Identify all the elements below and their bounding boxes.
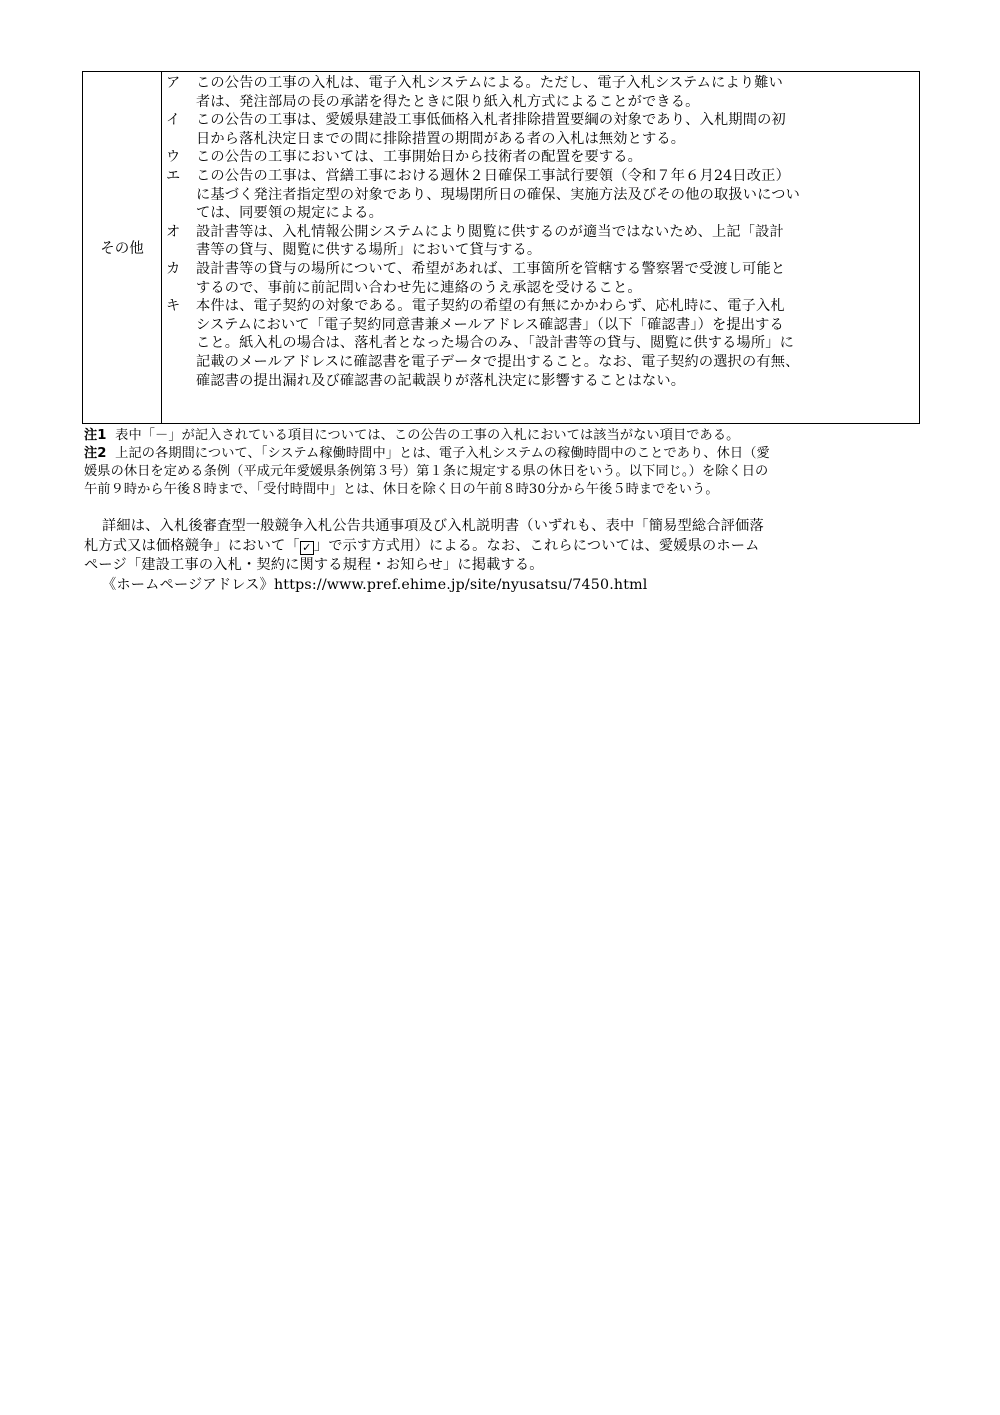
item-text: この公告の工事の入札は、電子入札システムによる。ただし、電子入札システムにより難い xyxy=(196,75,784,91)
item-text-cont: 記載のメールアドレスに確認書を電子データで提出すること。なお、電子契約の選択の有無、 xyxy=(196,353,800,370)
detail-line: 札方式又は価格競争」において「 xyxy=(84,537,300,554)
footnotes xyxy=(84,427,914,499)
item-mark: エ xyxy=(166,167,181,184)
footnote-label: 注2 xyxy=(84,446,107,461)
item-mark: イ xyxy=(166,112,181,129)
item-text: この公告の工事においては、工事開始日から技術者の配置を要する。 xyxy=(196,149,643,166)
checkbox-icon: ✓ xyxy=(300,541,314,555)
row-label: その他 xyxy=(83,72,162,424)
list-item xyxy=(166,74,913,111)
row-content xyxy=(162,72,920,424)
footnote-2 xyxy=(84,445,914,499)
notice-table xyxy=(82,71,920,424)
detail-line: 」で示す方式用）による。なお、これらについては、愛媛県のホーム xyxy=(313,537,760,554)
item-text-cont: 書等の貸与、閲覧に供する場所」において貸与する。 xyxy=(196,242,542,259)
detail-line: 詳細は、入札後審査型一般競争入札公告共通事項及び入札説明書（いずれも、表中「簡易型総合評価落 xyxy=(102,518,764,534)
item-text-cont: に基づく発注者指定型の対象であり、現場閉所日の確保、実施方法及びその他の取扱いについ xyxy=(196,186,800,203)
item-mark: キ xyxy=(166,298,181,315)
item-text-cont: 者は、発注部局の長の承諾を得たときに限り紙入札方式によることができる。 xyxy=(196,93,700,110)
item-text-cont: するので、事前に前記問い合わせ先に連絡のうえ承認を受けること。 xyxy=(196,279,642,296)
detail-line: ページ「建設工事の入札・契約に関する規程・お知らせ」に掲載する。 xyxy=(84,557,544,573)
item-text-cont: ては、同要領の規定による。 xyxy=(196,205,384,222)
list-item xyxy=(166,167,913,223)
footnote-text: 表中「－」が記入されている項目については、この公告の工事の入札においては該当がない項目である。 xyxy=(115,428,740,443)
list-item xyxy=(166,223,913,260)
footnote-label: 注1 xyxy=(84,428,107,443)
url-label: 《ホームページアドレス》 xyxy=(102,576,274,593)
item-mark: ア xyxy=(166,75,181,91)
table-row xyxy=(83,72,920,424)
item-text: 本件は、電子契約の対象である。電子契約の希望の有無にかかわらず、応札時に、電子入札 xyxy=(196,298,785,315)
list-item xyxy=(166,260,913,297)
list-item xyxy=(166,148,913,167)
homepage-url[interactable]: https://www.pref.ehime.jp/site/nyusatsu/7450.html xyxy=(273,576,648,593)
item-text: この公告の工事は、営繕工事における週休２日確保工事試行要領（令和７年６月24日改正） xyxy=(196,167,790,184)
item-mark: ウ xyxy=(166,149,181,166)
item-text-cont: こと。紙入札の場合は、落札者となった場合のみ、「設計書等の貸与、閲覧に供する場所」に xyxy=(196,335,795,352)
item-text: 設計書等の貸与の場所について、希望があれば、工事箇所を管轄する警察署で受渡し可能と xyxy=(196,260,786,277)
item-mark: オ xyxy=(166,223,181,240)
item-text-cont: システムにおいて「電子契約同意書兼メールアドレス確認書」（以下「確認書」）を提出する xyxy=(196,316,784,333)
footnote-text-cont: 午前９時から午後８時まで、「受付時間中」とは、休日を除く日の午前８時30分から午後５時までをいう。 xyxy=(84,482,719,497)
detail-paragraph xyxy=(84,517,914,595)
homepage-address xyxy=(84,576,914,596)
item-text-cont: 確認書の提出漏れ及び確認書の記載誤りが落札決定に影響することはない。 xyxy=(196,372,686,389)
item-text: この公告の工事は、愛媛県建設工事低価格入札者排除措置要綱の対象であり、入札期間の初 xyxy=(196,112,786,129)
list-item xyxy=(166,111,913,148)
item-mark: カ xyxy=(166,260,181,277)
item-text-cont: 日から落札決定日までの間に排除措置の期間がある者の入札は無効とする。 xyxy=(196,130,686,147)
list-item xyxy=(166,297,913,390)
footnote-1 xyxy=(84,427,914,445)
footnote-text: 上記の各期間について、「システム稼働時間中」とは、電子入札システムの稼働時間中のことであり、休日（愛 xyxy=(115,446,770,461)
item-text: 設計書等は、入札情報公開システムにより閲覧に供するのが適当ではないため、上記「設計 xyxy=(196,223,784,240)
footnote-text-cont: 媛県の休日を定める条例（平成元年愛媛県条例第３号）第１条に規定する県の休日をいう。以下同じ。）を除く日の xyxy=(84,464,769,479)
